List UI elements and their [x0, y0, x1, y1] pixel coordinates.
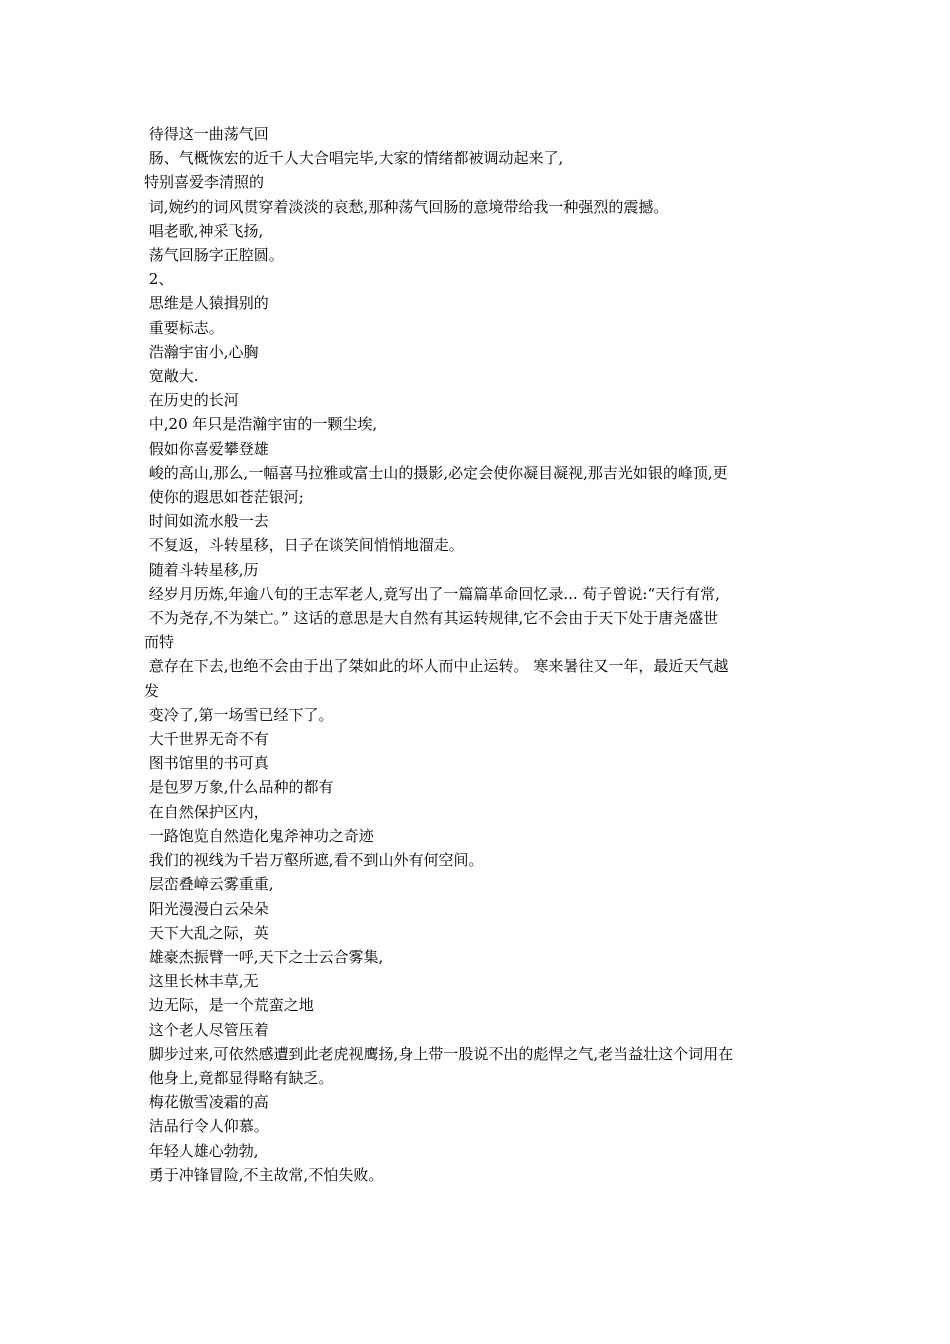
text-line: 一路饱览自然造化鬼斧神功之奇迹	[144, 826, 374, 845]
text-line: 天下大乱之际，英	[144, 923, 269, 942]
text-line: 经岁月历炼,年逾八旬的王志军老人,竟写出了一篇篇革命回忆录... 荀子曾说:“天行有常,	[144, 584, 720, 603]
text-line: 是包罗万象,什么品种的都有	[144, 778, 334, 797]
text-line: 中,20 年只是浩瀚宇宙的一颗尘埃,	[144, 415, 378, 434]
text-line: 意存在下去,也绝不会由于出了桀如此的坏人而中止运转。 寒来暑往又一年，最近天气越	[144, 657, 729, 676]
text-line: 肠、气概恢宏的近千人大合唱完毕,大家的情绪都被调动起来了,	[144, 149, 564, 168]
text-line: 勇于冲锋冒险,不主故常,不怕失败。	[144, 1165, 384, 1184]
text-line: 荡气回肠字正腔圆。	[144, 246, 284, 265]
text-line: 边无际，是一个荒蛮之地	[144, 996, 314, 1015]
text-line: 这里长林丰草,无	[144, 972, 259, 991]
text-line: 思维是人猿揖别的	[144, 294, 269, 313]
text-line: 梅花傲雪凌霜的高	[144, 1093, 269, 1112]
text-line: 发	[144, 681, 160, 700]
text-line: 脚步过来,可依然感遭到此老虎视鹰扬,身上带一股说不出的彪悍之气,老当益壮这个词用在	[144, 1044, 734, 1063]
text-line: 不为尧存,不为桀亡。” 这话的意思是大自然有其运转规律,它不会由于天下处于唐尧盛世	[144, 609, 719, 628]
text-line: 年轻人雄心勃勃,	[144, 1141, 259, 1160]
text-line: 我们的视线为千岩万壑所遮,看不到山外有何空间。	[144, 851, 484, 870]
text-line: 词,婉约的词风贯穿着淡淡的哀愁,那种荡气回肠的意境带给我一种强烈的震撼。	[144, 197, 669, 216]
text-line: 在历史的长河	[144, 391, 239, 410]
text-line: 浩瀚宇宙小,心胸	[144, 342, 259, 361]
text-line: 层峦叠嶂云雾重重,	[144, 875, 274, 894]
text-line: 变冷了,第一场雪已经下了。	[144, 705, 334, 724]
text-line: 洁品行令人仰慕。	[144, 1117, 269, 1136]
text-line: 而特	[144, 633, 175, 652]
text-line: 假如你喜爱攀登雄	[144, 439, 269, 458]
text-line: 图书馆里的书可真	[144, 754, 269, 773]
text-line: 在自然保护区内，	[144, 802, 269, 821]
text-line: 待得这一曲荡气回	[144, 125, 269, 143]
text-line: 峻的高山,那么,一幅喜马拉雅或富士山的摄影,必定会使你凝目凝视,那吉光如银的峰顶,更	[144, 463, 728, 482]
text-line: 重要标志。	[144, 318, 224, 337]
text-line: 阳光漫漫白云朵朵	[144, 899, 269, 918]
text-line: 特别喜爱李清照的	[144, 173, 265, 192]
text-line: 使你的遐思如苍茫银河;	[144, 488, 304, 507]
text-line: 大千世界无奇不有	[144, 730, 269, 749]
text-line: 唱老歌,神采飞扬,	[144, 221, 264, 240]
text-line: 2、	[144, 270, 174, 289]
text-line: 他身上,竟都显得略有缺乏。	[144, 1068, 334, 1087]
text-line: 宽敞大.	[144, 367, 199, 386]
document-body	[144, 122, 814, 1187]
text-line: 这个老人尽管压着	[144, 1020, 269, 1039]
text-line: 时间如流水般一去	[144, 512, 269, 531]
text-line: 雄豪杰振臂一呼,天下之士云合雾集,	[144, 947, 384, 966]
text-line: 不复返，斗转星移，日子在谈笑间悄悄地溜走。	[144, 536, 464, 555]
text-line: 随着斗转星移,历	[144, 560, 259, 579]
